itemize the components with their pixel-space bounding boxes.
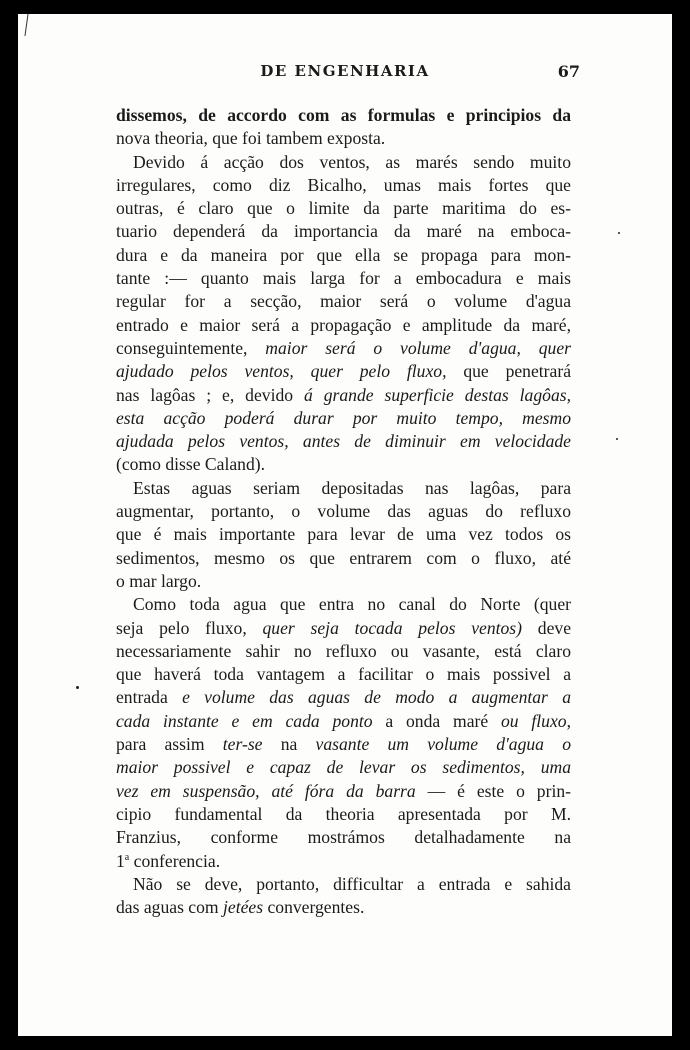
text-segment: dura e da maneira por que ella se propaga para mon- [116,244,571,265]
text-line [116,896,571,919]
running-head [18,62,672,84]
text-segment: Devido á acção dos ventos, as marés sendo muito [133,151,571,172]
text-line [116,430,571,453]
text-segment: a [124,851,130,863]
text-segment: augmentar, portanto, o volume das aguas do refluxo [116,501,571,522]
text-segment: que é mais importante para levar de uma vez todos os [116,524,571,545]
italic-text: ou fluxo [501,710,567,731]
text-segment: tante :— quanto mais larga for a embocadura e mais [116,268,571,289]
italic-text: esta acção poderá durar por muito tempo, mesmo [116,407,571,428]
text-segment: conferencia. [129,850,221,871]
text-segment: seja pelo fluxo, [116,617,263,638]
text-segment: outras, é claro que o limite da parte maritima do es- [116,198,571,219]
text-segment: conseguintemente, [116,337,266,358]
text-segment: entrada [116,687,183,708]
text-segment: que penetrará [446,361,572,382]
text-segment: Estas aguas seriam depositadas nas lagôas, para [133,477,571,498]
text-line [116,267,571,290]
italic-text: vez em suspensão, até fóra da barra [116,780,416,801]
text-line [116,197,571,220]
text-segment: (como disse Caland). [116,454,266,475]
text-segment: Franzius, conforme mostrámos detalhadamente na [116,827,571,848]
text-line [116,640,571,663]
book-page [18,14,672,1036]
text-line [116,547,571,570]
text-line [116,803,571,826]
text-segment: o mar largo. [116,570,202,591]
text-line [116,290,571,313]
italic-text: á grande superficie destas lagôas, [303,384,571,405]
text-line [116,477,571,500]
text-segment: na [262,734,316,755]
text-segment: regular for a secção, maior será o volume d'agua [116,291,571,312]
ink-speck [616,438,618,440]
text-line [116,570,571,593]
text-line [116,360,571,383]
text-segment: 1 [116,850,125,871]
text-line [116,453,571,476]
text-segment: entrado e maior será a propagação e amplitude da maré, [116,314,571,335]
text-segment: Como toda agua que entra no canal do Norte (quer [133,594,571,615]
text-segment: nas lagôas ; e, devido [116,384,304,405]
text-segment: cipio fundamental da theoria apresentada por M. [116,803,571,824]
text-segment: sedimentos, mesmo os que entrarem com o fluxo, até [116,547,571,568]
ink-speck [76,686,79,689]
text-line [116,500,571,523]
text-line [116,826,571,849]
italic-text: maior será o volume d'agua, quer [265,337,571,358]
page-number: 67 [557,62,580,81]
text-line [116,523,571,546]
italic-text: jetées [223,897,264,918]
text-line [116,756,571,779]
text-segment: dissemos, de accordo com as formulas e principios da [116,105,571,125]
text-segment: das aguas com [116,897,223,918]
italic-text: ter-se [222,734,263,755]
body-text [116,104,571,919]
scan-scratch-mark [24,14,28,36]
text-segment: , [566,710,571,731]
text-line [116,337,571,360]
italic-text: ajudada pelos ventos, antes de diminuir em velocidade [116,431,571,452]
text-line [116,617,571,640]
text-line [116,850,571,873]
text-line [116,686,571,709]
text-segment: nova theoria, que foi tambem exposta. [116,128,386,149]
text-segment: deve [522,617,571,638]
running-title: DE ENGENHARIA [260,62,430,80]
italic-text: quer seja tocada pelos ventos) [262,617,523,638]
text-line [116,174,571,197]
text-line [116,244,571,267]
text-line [116,663,571,686]
text-line [116,314,571,337]
text-line [116,873,571,896]
italic-text: ajudado pelos ventos, quer pelo fluxo, [116,361,447,382]
text-segment: que haverá toda vantagem a facilitar o mais possivel a [116,664,571,685]
text-line [116,151,571,174]
text-segment: Não se deve, portanto, difficultar a entrada e sahida [133,873,571,894]
text-line [116,104,571,127]
italic-text: e volume das aguas de modo a augmentar a [182,687,571,708]
text-line [116,220,571,243]
text-line [116,384,571,407]
italic-text: cada instante e em cada ponto [116,710,373,731]
text-segment: convergentes. [263,897,365,918]
text-segment: a onda maré [372,710,501,731]
italic-text: maior possivel e capaz de levar os sedimentos, uma [116,757,571,778]
text-line [116,710,571,733]
text-segment: para assim [116,734,223,755]
text-line [116,127,571,150]
ink-speck [618,232,620,234]
text-line [116,733,571,756]
text-line [116,407,571,430]
text-segment: tuario dependerá da importancia da maré na emboca- [116,221,571,242]
text-line [116,593,571,616]
italic-text: vasante um volume d'agua o [315,734,571,755]
text-line [116,780,571,803]
text-segment: irregulares, como diz Bicalho, umas mais fortes que [116,174,571,195]
text-segment: — é este o prin- [415,780,571,801]
text-segment: necessariamente sahir no refluxo ou vasante, está claro [116,640,571,661]
